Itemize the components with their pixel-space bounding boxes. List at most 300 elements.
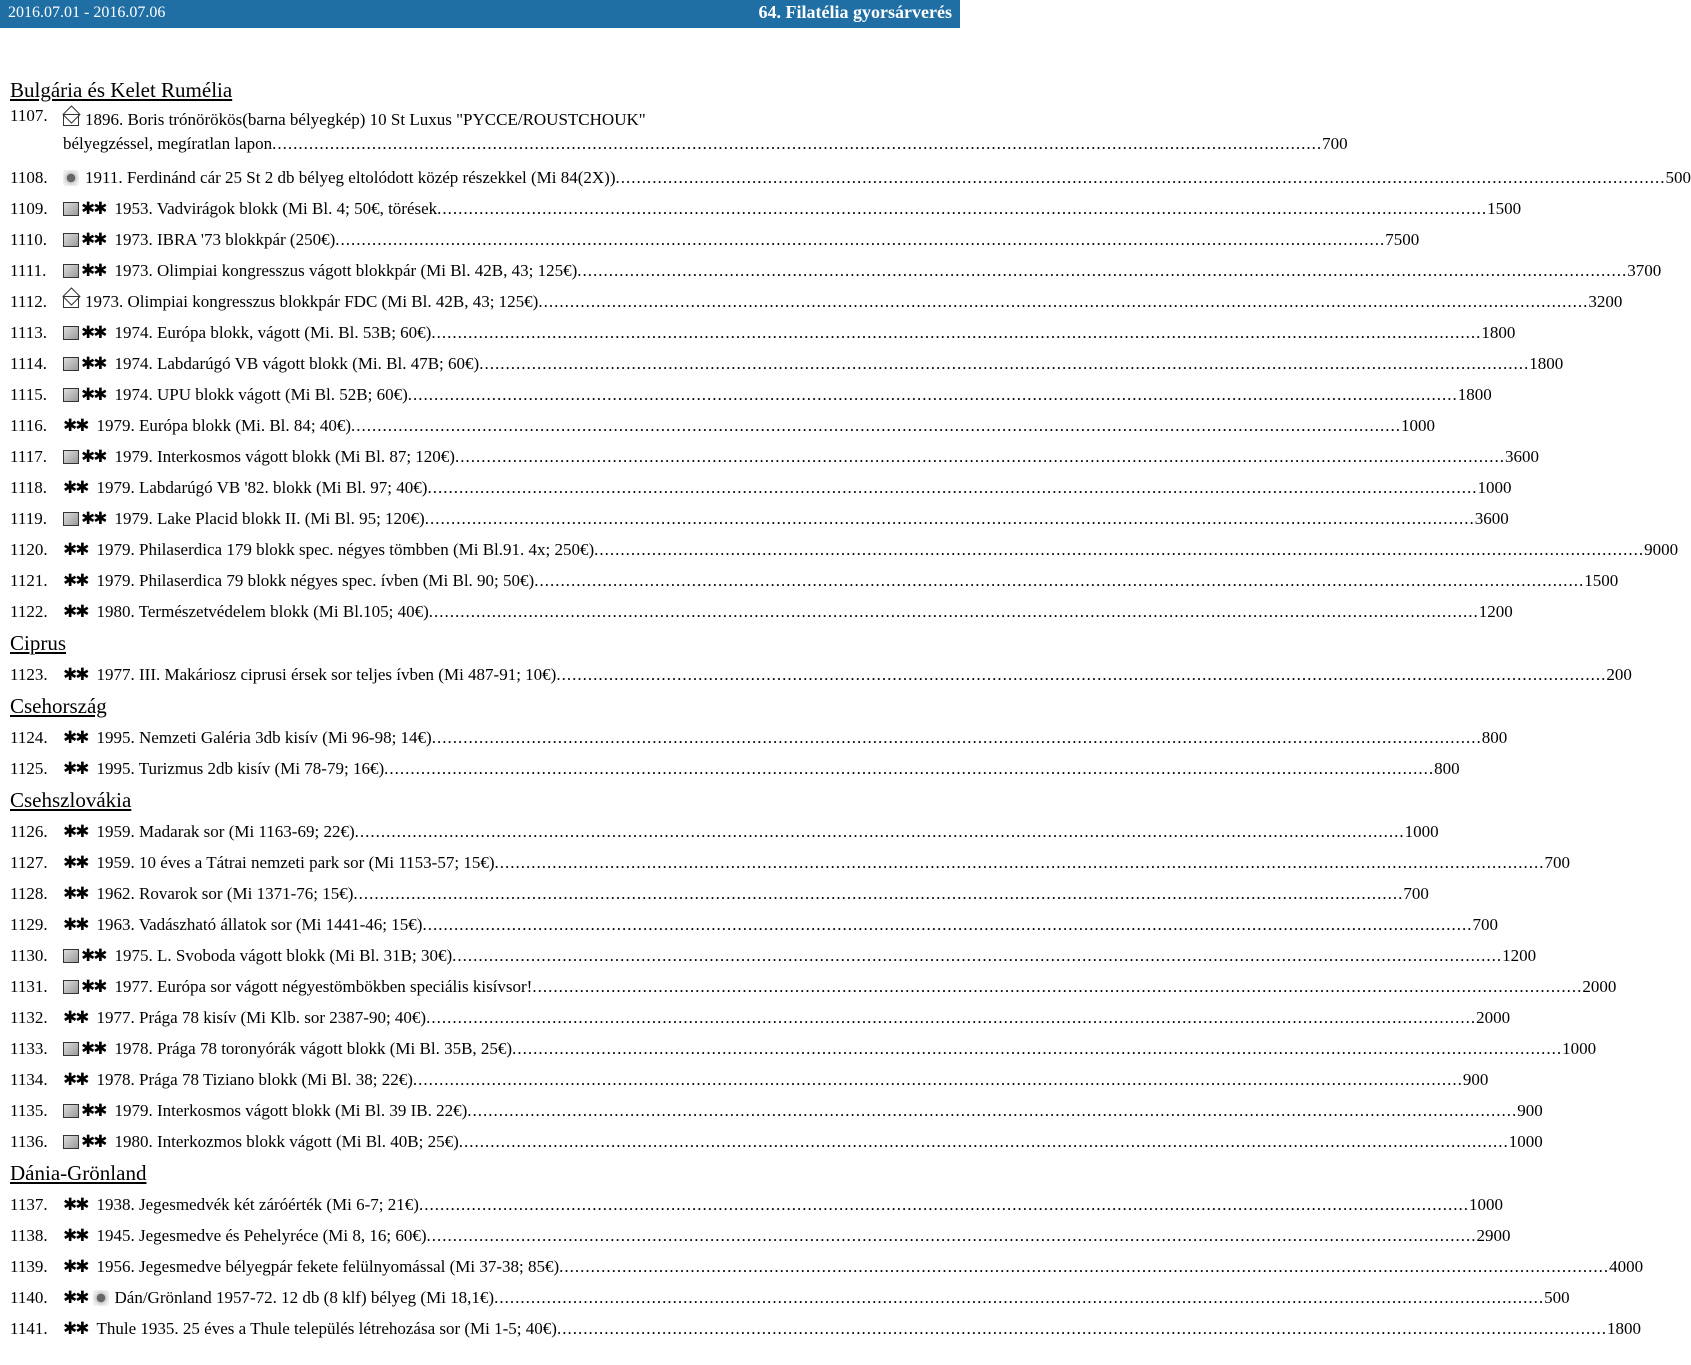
lot-icons <box>63 1101 109 1121</box>
lot-row <box>10 317 1516 348</box>
mint-stamp-icon: ✱✱ <box>63 883 88 904</box>
lot-row <box>10 106 1348 162</box>
lot-description-container <box>115 385 1492 405</box>
lot-description-container <box>115 323 1516 343</box>
dot-leader: ........................................................................................................................................................................................................ <box>452 945 1503 965</box>
lot-icons <box>63 385 109 405</box>
dot-leader: ........................................................................................................................................................................................................ <box>418 1194 1469 1214</box>
lot-number: 1141. <box>10 1318 48 1338</box>
lot-row <box>10 410 1436 441</box>
lot-number: 1107. <box>10 106 48 125</box>
dot-leader: ........................................................................................................................................................................................................ <box>467 1100 1518 1120</box>
mint-stamp-icon: ✱✱ <box>63 415 88 436</box>
lot-number: 1120. <box>10 539 48 559</box>
lot-number: 1121. <box>10 570 48 590</box>
dot-leader: ........................................................................................................................................................................................................ <box>512 1038 1563 1058</box>
lot-description: 1962. Rovarok sor (Mi 1371-76; 15€) <box>96 883 354 903</box>
lot-icons <box>63 1319 91 1339</box>
lot-number: 1117. <box>10 446 47 466</box>
country-section <box>10 690 1508 784</box>
mint-stamp-icon: ✱✱ <box>63 1194 88 1215</box>
lot-description: bélyegzéssel, megíratlan lapon <box>63 134 273 153</box>
lot-price: 800 <box>1434 758 1460 778</box>
lot-description: Dán/Grönland 1957-72. 12 db (8 klf) bélyeg (Mi 18,1€) <box>114 1287 495 1307</box>
mint-stamp-icon: ✱✱ <box>81 260 106 281</box>
dot-leader: ........................................................................................................................................................................................................ <box>427 477 1478 497</box>
lot-icons <box>63 1226 91 1246</box>
lot-description-row <box>97 478 1512 498</box>
page-header <box>0 0 960 28</box>
mint-stamp-icon: ✱✱ <box>81 198 106 219</box>
dot-leader: ........................................................................................................................................................................................................ <box>479 353 1530 373</box>
lot-description: 1956. Jegesmedve bélyegpár fekete felülnyomással (Mi 37-38; 85€) <box>96 1256 560 1276</box>
lot-description-row <box>115 354 1564 374</box>
dot-leader: ........................................................................................................................................................................................................ <box>335 229 1386 249</box>
lot-number: 1112. <box>10 291 47 311</box>
lot-row <box>10 503 1509 534</box>
dot-leader: ........................................................................................................................................................................................................ <box>424 508 1475 528</box>
lot-row <box>10 753 1460 784</box>
mint-stamp-icon: ✱✱ <box>81 446 106 467</box>
lot-description-row <box>115 323 1516 343</box>
lot-description-row <box>97 853 1570 873</box>
lot-description: 1975. L. Svoboda vágott blokk (Mi Bl. 31B; 30€) <box>114 945 453 965</box>
lot-description-container <box>115 447 1539 467</box>
lot-description-row <box>97 1226 1511 1246</box>
lot-description-row <box>115 1101 1543 1121</box>
lot-price: 1800 <box>1529 353 1564 373</box>
mint-stamp-icon: ✱✱ <box>63 539 88 560</box>
lot-description-row <box>115 509 1509 529</box>
lot-number: 1135. <box>10 1100 48 1120</box>
lot-description: 1979. Interkosmos vágott blokk (Mi Bl. 87; 120€) <box>114 446 455 466</box>
lot-row <box>10 847 1570 878</box>
lot-icons <box>63 323 109 343</box>
lot-row <box>10 1126 1543 1157</box>
lot-row <box>10 722 1508 753</box>
lot-icons <box>63 728 91 748</box>
lot-number: 1114. <box>10 353 47 373</box>
souvenir-sheet-icon <box>63 388 79 402</box>
lot-row <box>10 878 1429 909</box>
lot-number: 1125. <box>10 758 48 778</box>
lot-description: 1953. Vadvirágok blokk (Mi Bl. 4; 50€, törések <box>114 198 438 218</box>
country-section <box>10 74 1691 627</box>
lot-row <box>10 379 1492 410</box>
lot-number: 1128. <box>10 883 48 903</box>
lot-description-container <box>85 168 1691 188</box>
dot-leader: ........................................................................................................................................................................................................ <box>353 883 1404 903</box>
mint-stamp-icon: ✱✱ <box>63 1318 88 1339</box>
lot-number: 1123. <box>10 664 48 684</box>
lot-number: 1133. <box>10 1038 48 1058</box>
lot-description-row <box>97 540 1679 560</box>
lot-description: 1911. Ferdinánd cár 25 St 2 db bélyeg eltolódott közép részekkel (Mi 84(2X)) <box>85 167 616 187</box>
lot-price: 2000 <box>1476 1007 1511 1027</box>
lot-description: 1979. Labdarúgó VB '82. blokk (Mi Bl. 97; 40€) <box>96 477 428 497</box>
lot-description-row <box>97 416 1436 436</box>
mint-stamp-icon: ✱✱ <box>63 664 88 685</box>
lot-price: 700 <box>1472 914 1498 934</box>
lot-body <box>63 106 1348 154</box>
lot-row <box>10 1251 1644 1282</box>
dot-leader: ........................................................................................................................................................................................................ <box>351 415 1402 435</box>
lot-description: 1974. Európa blokk, vágott (Mi. Bl. 53B; 60€) <box>114 322 432 342</box>
souvenir-sheet-icon <box>63 450 79 464</box>
lot-number: 1110. <box>10 229 47 249</box>
lot-price: 2000 <box>1582 976 1617 996</box>
section-title: Bulgária és Kelet Rumélia <box>10 78 233 102</box>
lot-description: 1973. IBRA '73 blokkpár (250€) <box>114 229 336 249</box>
lot-description-container <box>97 571 1619 591</box>
dot-leader: ........................................................................................................................................................................................................ <box>426 1007 1477 1027</box>
lot-number: 1139. <box>10 1256 48 1276</box>
lot-description-container <box>115 946 1537 966</box>
lot-row <box>10 348 1564 379</box>
dot-leader: ........................................................................................................................................................................................................ <box>556 664 1607 684</box>
lot-description-container <box>115 1101 1543 1121</box>
mint-stamp-icon: ✱✱ <box>81 229 106 250</box>
lot-number: 1115. <box>10 384 47 404</box>
used-stamp-icon <box>63 170 79 186</box>
lot-row <box>10 909 1498 940</box>
mint-stamp-icon: ✱✱ <box>81 1131 106 1152</box>
used-stamp-icon <box>93 1290 109 1306</box>
dot-leader: ........................................................................................................................................................................................................ <box>594 539 1645 559</box>
lot-description: 1973. Olimpiai kongresszus vágott blokkpár (Mi Bl. 42B, 43; 125€) <box>114 260 578 280</box>
lot-description-row <box>97 728 1508 748</box>
mint-stamp-icon: ✱✱ <box>63 1007 88 1028</box>
lot-price: 200 <box>1606 664 1632 684</box>
dot-leader: ........................................................................................................................................................................................................ <box>407 384 1458 404</box>
lot-description-container <box>115 1288 1570 1308</box>
lot-price: 4000 <box>1609 1256 1644 1276</box>
dot-leader: ........................................................................................................................................................................................................ <box>538 291 1589 311</box>
lot-row <box>10 596 1513 627</box>
lot-row <box>10 534 1679 565</box>
lot-icons <box>63 915 91 935</box>
lot-icons <box>63 1039 109 1059</box>
mint-stamp-icon: ✱✱ <box>81 1038 106 1059</box>
lot-price: 1800 <box>1457 384 1492 404</box>
lot-description-container <box>115 261 1662 281</box>
lot-description: Thule 1935. 25 éves a Thule település létrehozása sor (Mi 1-5; 40€) <box>96 1318 557 1338</box>
lot-price: 1000 <box>1477 477 1512 497</box>
lot-description: 1963. Vadászható állatok sor (Mi 1441-46; 15€) <box>96 914 423 934</box>
dot-leader: ........................................................................................................................................................................................................ <box>431 727 1482 747</box>
lot-description-container <box>115 1132 1543 1152</box>
lot-description: 1979. Európa blokk (Mi. Bl. 84; 40€) <box>96 415 352 435</box>
lot-number: 1132. <box>10 1007 48 1027</box>
lot-description: 1945. Jegesmedve és Pehelyréce (Mi 8, 16; 60€) <box>96 1225 427 1245</box>
lot-description-row <box>97 602 1513 622</box>
lot-description-row <box>97 822 1439 842</box>
lot-description-line2 <box>63 134 1348 154</box>
dot-leader: ........................................................................................................................................................................................................ <box>494 852 1545 872</box>
lot-description-container <box>97 602 1513 622</box>
lot-icons <box>63 946 109 966</box>
lot-row <box>10 1064 1489 1095</box>
mint-stamp-icon: ✱✱ <box>63 601 88 622</box>
lot-description-container <box>115 354 1564 374</box>
lot-price: 9000 <box>1644 539 1679 559</box>
lot-icons <box>63 447 109 467</box>
lot-icons <box>63 977 109 997</box>
lot-icons <box>63 509 109 529</box>
lot-description-container <box>97 540 1679 560</box>
lot-description-row <box>85 168 1691 188</box>
dot-leader: ........................................................................................................................................................................................................ <box>534 570 1585 590</box>
lot-price: 700 <box>1544 852 1570 872</box>
lot-icons <box>63 1008 91 1028</box>
lot-number: 1119. <box>10 508 47 528</box>
lot-description-container <box>97 759 1460 779</box>
souvenir-sheet-icon <box>63 1135 79 1149</box>
lot-description-container <box>97 1226 1511 1246</box>
lot-icons <box>63 853 91 873</box>
lot-description-container <box>97 1257 1644 1277</box>
lot-description-container <box>97 728 1508 748</box>
lot-description-container <box>97 665 1632 685</box>
lot-icons <box>63 1132 109 1152</box>
envelope-icon <box>63 296 79 308</box>
souvenir-sheet-icon <box>63 233 79 247</box>
lot-price: 1800 <box>1606 1318 1641 1338</box>
lot-description-container <box>97 822 1439 842</box>
dot-leader: ........................................................................................................................................................................................................ <box>428 601 1479 621</box>
lot-number: 1113. <box>10 322 47 342</box>
lot-price: 1000 <box>1468 1194 1503 1214</box>
dot-leader: ........................................................................................................................................................................................................ <box>577 260 1628 280</box>
lot-icons <box>63 759 91 779</box>
lot-price: 1200 <box>1502 945 1537 965</box>
lot-description: 1979. Interkosmos vágott blokk (Mi Bl. 39 IB. 22€) <box>114 1100 468 1120</box>
dot-leader: ........................................................................................................................................................................................................ <box>422 914 1473 934</box>
lot-row <box>10 1095 1543 1126</box>
lot-number: 1126. <box>10 821 48 841</box>
mint-stamp-icon: ✱✱ <box>81 384 106 405</box>
lot-number: 1116. <box>10 415 47 435</box>
lot-price: 1500 <box>1584 570 1619 590</box>
lot-icons <box>63 114 79 126</box>
mint-stamp-icon: ✱✱ <box>63 1069 88 1090</box>
lot-description: 1979. Philaserdica 79 blokk négyes spec. ívben (Mi Bl. 90; 50€) <box>96 570 535 590</box>
lot-description: 1995. Turizmus 2db kisív (Mi 78-79; 16€) <box>96 758 385 778</box>
mint-stamp-icon: ✱✱ <box>81 945 106 966</box>
souvenir-sheet-icon <box>63 949 79 963</box>
lot-description-container <box>97 416 1436 436</box>
mint-stamp-icon: ✱✱ <box>81 1100 106 1121</box>
lot-price: 500 <box>1665 167 1691 187</box>
lot-description: 1980. Interkozmos blokk vágott (Mi Bl. 40B; 25€) <box>114 1131 459 1151</box>
lot-icons <box>63 354 109 374</box>
souvenir-sheet-icon <box>63 264 79 278</box>
lot-price: 1000 <box>1401 415 1436 435</box>
lot-icons <box>63 571 91 591</box>
lot-description-row <box>97 1070 1489 1090</box>
lot-icons <box>63 602 91 622</box>
lot-price: 1200 <box>1478 601 1513 621</box>
lot-price: 2900 <box>1476 1225 1511 1245</box>
lot-description-container <box>115 1039 1597 1059</box>
lot-number: 1137. <box>10 1194 48 1214</box>
lot-row <box>10 1189 1503 1220</box>
lot-description-container <box>97 1008 1511 1028</box>
lot-icons <box>63 170 79 186</box>
dot-leader: ........................................................................................................................................................................................................ <box>615 167 1666 187</box>
lot-icons <box>63 1195 91 1215</box>
mint-stamp-icon: ✱✱ <box>81 508 106 529</box>
lot-price: 900 <box>1517 1100 1543 1120</box>
dot-leader: ........................................................................................................................................................................................................ <box>412 1069 1463 1089</box>
lot-description: 1980. Természetvédelem blokk (Mi Bl.105; 40€) <box>96 601 429 621</box>
lot-icons <box>63 416 91 436</box>
dot-leader: ........................................................................................................................................................................................................ <box>426 1225 1477 1245</box>
dot-leader: ........................................................................................................................................................................................................ <box>437 198 1488 218</box>
lot-description-row <box>115 230 1420 250</box>
mint-stamp-icon: ✱✱ <box>63 1256 88 1277</box>
mint-stamp-icon: ✱✱ <box>81 353 106 374</box>
lot-description: 1995. Nemzeti Galéria 3db kisív (Mi 96-98; 14€) <box>96 727 432 747</box>
souvenir-sheet-icon <box>63 1042 79 1056</box>
lot-description-container <box>97 853 1570 873</box>
lot-description-container <box>115 509 1509 529</box>
lot-description-row <box>115 1039 1597 1059</box>
lot-description: 1973. Olimpiai kongresszus blokkpár FDC (Mi Bl. 42B, 43; 125€) <box>85 291 539 311</box>
lot-description-row <box>97 884 1429 904</box>
lot-price: 1500 <box>1487 198 1522 218</box>
lot-row <box>10 193 1522 224</box>
lot-number: 1136. <box>10 1131 48 1151</box>
lot-description-container <box>97 884 1429 904</box>
lot-price: 1800 <box>1481 322 1516 342</box>
lot-icons <box>63 540 91 560</box>
lot-description-container <box>115 977 1617 997</box>
souvenir-sheet-icon <box>63 326 79 340</box>
lot-description-row <box>115 385 1492 405</box>
mint-stamp-icon: ✱✱ <box>63 477 88 498</box>
lot-number: 1129. <box>10 914 48 934</box>
lot-description-row <box>97 1008 1511 1028</box>
header-title: 64. Filatélia gyorsárverés <box>758 2 952 22</box>
lot-description-container <box>97 478 1512 498</box>
lot-price: 800 <box>1481 727 1508 747</box>
dot-leader: ........................................................................................................................................................................................................ <box>454 446 1505 466</box>
lot-price: 500 <box>1544 1287 1570 1307</box>
header-dates: 2016.07.01 - 2016.07.06 <box>8 4 166 21</box>
lot-description-container <box>97 1319 1641 1339</box>
lot-icons <box>63 1257 91 1277</box>
dot-leader: ........................................................................................................................................................................................................ <box>559 1256 1610 1276</box>
lot-description-row <box>115 261 1662 281</box>
mint-stamp-icon: ✱✱ <box>63 1287 88 1308</box>
lot-price: 1000 <box>1404 821 1439 841</box>
mint-stamp-icon: ✱✱ <box>81 976 106 997</box>
lot-row <box>10 162 1691 193</box>
dot-leader: ........................................................................................................................................................................................................ <box>556 1318 1607 1338</box>
lot-description-row <box>97 665 1632 685</box>
lot-description: 1979. Lake Placid blokk II. (Mi Bl. 95; 120€) <box>114 508 425 528</box>
lot-description: 1977. Prága 78 kisív (Mi Klb. sor 2387-90; 40€) <box>96 1007 427 1027</box>
souvenir-sheet-icon <box>63 202 79 216</box>
lot-price: 1000 <box>1562 1038 1597 1058</box>
mint-stamp-icon: ✱✱ <box>63 727 88 748</box>
lot-description-row <box>97 1257 1644 1277</box>
lot-row <box>10 1033 1597 1064</box>
lot-description: 1959. Madarak sor (Mi 1163-69; 22€) <box>96 821 355 841</box>
lot-row <box>10 816 1439 847</box>
lot-price: 3600 <box>1504 446 1539 466</box>
lot-number: 1108. <box>10 167 48 187</box>
lot-price: 3600 <box>1474 508 1509 528</box>
lot-icons <box>63 478 91 498</box>
lot-description-row <box>97 571 1619 591</box>
lot-row <box>10 224 1420 255</box>
lot-description-container <box>97 1195 1503 1215</box>
lot-row <box>10 659 1632 690</box>
dot-leader: ........................................................................................................................................................................................................ <box>272 134 1323 153</box>
lot-icons <box>63 1288 109 1308</box>
lot-number: 1130. <box>10 945 48 965</box>
lot-row <box>10 1002 1511 1033</box>
dot-leader: ........................................................................................................................................................................................................ <box>384 758 1435 778</box>
lot-description: 1896. Boris trónörökös(barna bélyegkép) 10 St Luxus "PYCCE/ROUSTCHOUK" <box>85 110 646 129</box>
lot-row <box>10 1282 1570 1313</box>
lot-price: 700 <box>1322 134 1348 153</box>
lot-number: 1118. <box>10 477 47 497</box>
lot-description-row <box>97 759 1460 779</box>
lot-number: 1124. <box>10 727 48 747</box>
souvenir-sheet-icon <box>63 1104 79 1118</box>
country-section <box>10 1157 1644 1344</box>
mint-stamp-icon: ✱✱ <box>63 758 88 779</box>
lot-description: 1977. Európa sor vágott négyestömbökben speciális kisívsor! <box>114 976 533 996</box>
mint-stamp-icon: ✱✱ <box>63 570 88 591</box>
lot-number: 1138. <box>10 1225 48 1245</box>
lot-number: 1134. <box>10 1069 48 1089</box>
lot-price: 3700 <box>1627 260 1662 280</box>
mint-stamp-icon: ✱✱ <box>63 914 88 935</box>
section-title: Dánia-Grönland <box>10 1161 147 1185</box>
lot-description-container <box>97 915 1498 935</box>
lot-description-row <box>115 199 1522 219</box>
section-title: Csehszlovákia <box>10 788 132 812</box>
lot-price: 3200 <box>1588 291 1623 311</box>
lot-icons <box>63 296 79 308</box>
lot-row <box>10 971 1617 1002</box>
lot-description-container <box>97 1070 1489 1090</box>
lot-description-line1 <box>63 106 832 134</box>
lot-price: 900 <box>1462 1069 1489 1089</box>
lot-row <box>10 255 1662 286</box>
lot-price: 7500 <box>1385 229 1420 249</box>
auction-lot-list <box>10 74 1691 1344</box>
country-section <box>10 627 1632 690</box>
lot-description-row <box>115 447 1539 467</box>
mint-stamp-icon: ✱✱ <box>63 1225 88 1246</box>
lot-description-row <box>97 1195 1503 1215</box>
lot-description: 1959. 10 éves a Tátrai nemzeti park sor (Mi 1153-57; 15€) <box>96 852 495 872</box>
mint-stamp-icon: ✱✱ <box>63 821 88 842</box>
lot-description: 1938. Jegesmedvék két záróérték (Mi 6-7; 21€) <box>96 1194 419 1214</box>
lot-row <box>10 1313 1641 1344</box>
lot-icons <box>63 884 91 904</box>
lot-number: 1127. <box>10 852 48 872</box>
lot-description: 1977. III. Makáriosz ciprusi érsek sor teljes ívben (Mi 487-91; 10€) <box>96 664 557 684</box>
lot-row <box>10 1220 1511 1251</box>
lot-number: 1109. <box>10 198 48 218</box>
lot-description: 1979. Philaserdica 179 blokk spec. négyes tömbben (Mi Bl.91. 4x; 250€) <box>96 539 595 559</box>
